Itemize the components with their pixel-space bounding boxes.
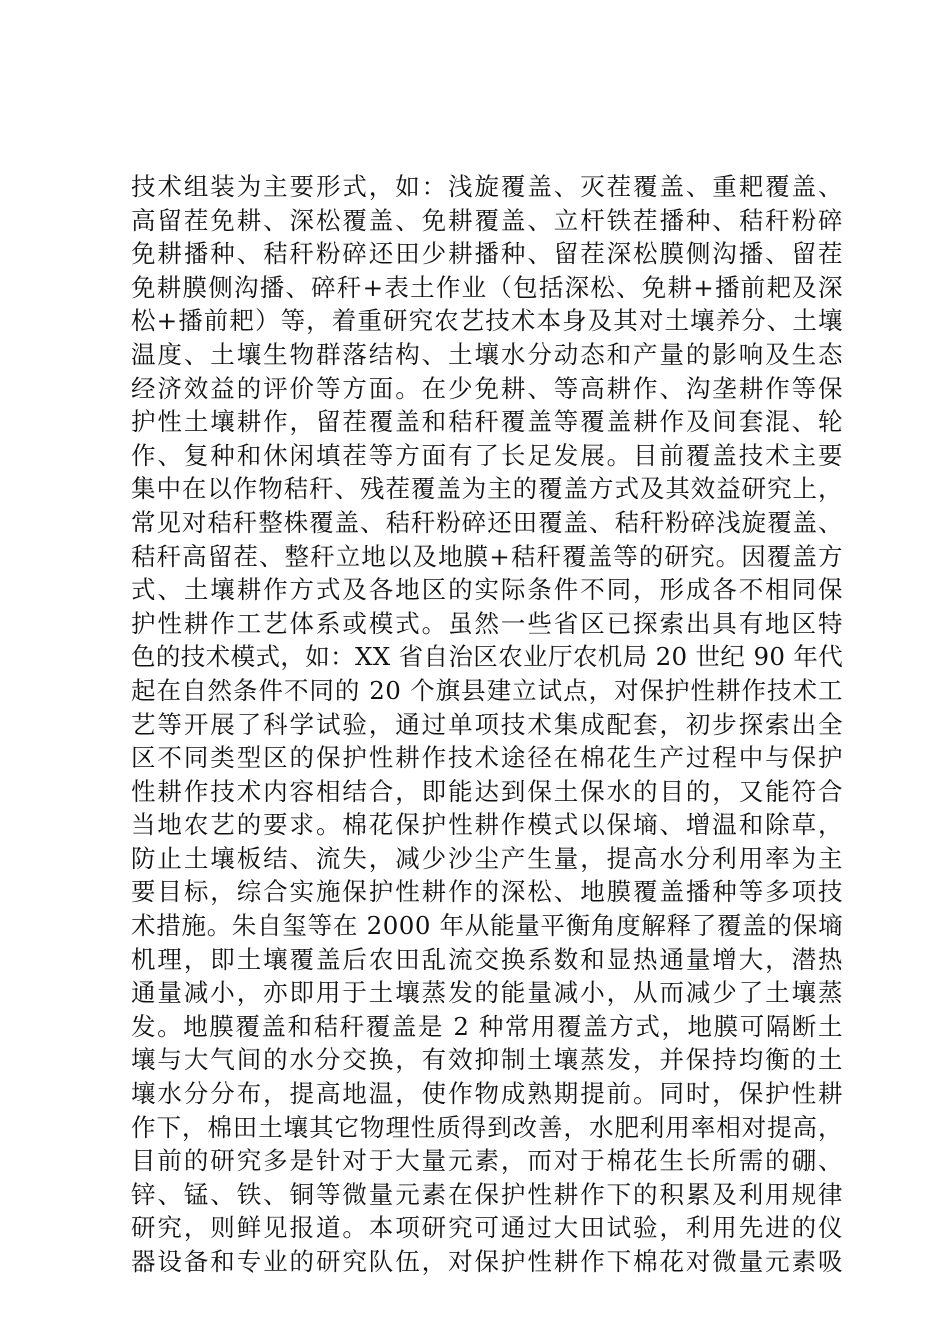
text-line: 护性耕作工艺体系或模式。虽然一些省区已探索出具有地区特: [131, 608, 843, 638]
body-paragraph: [131, 170, 843, 1279]
text-line: 要目标，综合实施保护性耕作的深松、地膜覆盖播种等多项技: [131, 877, 843, 907]
text-line: 锌、锰、铁、铜等微量元素在保护性耕作下的积累及利用规律: [131, 1179, 843, 1209]
text-line: 作、复种和休闲填茬等方面有了长足发展。目前覆盖技术主要: [131, 440, 843, 470]
text-line: 作下，棉田土壤其它物理性质得到改善，水肥利用率相对提高，: [131, 1112, 843, 1142]
text-line: 色的技术模式，如：XX 省自治区农业厅农机局 20 世纪 90 年代: [131, 642, 843, 672]
text-line: 护性土壤耕作，留茬覆盖和秸秆覆盖等覆盖耕作及间套混、轮: [131, 407, 843, 437]
text-line: 目前的研究多是针对于大量元素，而对于棉花生长所需的硼、: [131, 1146, 843, 1176]
text-line: 起在自然条件不同的 20 个旗县建立试点，对保护性耕作技术工: [131, 675, 843, 705]
text-line: 防止土壤板结、流失，减少沙尘产生量，提高水分利用率为主: [131, 843, 843, 873]
text-line: 经济效益的评价等方面。在少免耕、等高耕作、沟垄耕作等保: [131, 373, 843, 403]
text-line: 当地农艺的要求。棉花保护性耕作模式以保墒、增温和除草，: [131, 810, 843, 840]
text-line: 性耕作技术内容相结合，即能达到保土保水的目的，又能符合: [131, 776, 843, 806]
text-line: 免耕播种、秸秆粉碎还田少耕播种、留茬深松膜侧沟播、留茬: [131, 239, 843, 269]
text-line: 发。地膜覆盖和秸秆覆盖是 2 种常用覆盖方式，地膜可隔断土: [131, 1011, 843, 1041]
text-line: 秸秆高留茬、整秆立地以及地膜+秸秆覆盖等的研究。因覆盖方: [131, 541, 843, 571]
text-line: 壤与大气间的水分交换，有效抑制土壤蒸发，并保持均衡的土: [131, 1045, 843, 1075]
text-line: 常见对秸秆整株覆盖、秸秆粉碎还田覆盖、秸秆粉碎浅旋覆盖、: [131, 507, 843, 537]
text-line: 集中在以作物秸秆、残茬覆盖为主的覆盖方式及其效益研究上，: [131, 474, 843, 504]
text-line: 高留茬免耕、深松覆盖、免耕覆盖、立杆铁茬播种、秸秆粉碎: [131, 205, 843, 235]
text-line: 器设备和专业的研究队伍，对保护性耕作下棉花对微量元素吸: [131, 1247, 843, 1276]
text-line: 技术组装为主要形式，如：浅旋覆盖、灭茬覆盖、重耙覆盖、: [131, 172, 843, 201]
text-line: 松+播前耙）等，着重研究农艺技术本身及其对土壤养分、土壤: [131, 306, 843, 336]
text-line: 区不同类型区的保护性耕作技术途径在棉花生产过程中与保护: [131, 743, 843, 773]
text-line: 通量减小，亦即用于土壤蒸发的能量减小，从而减少了土壤蒸: [131, 978, 843, 1008]
text-line: 机理，即土壤覆盖后农田乱流交换系数和显热通量增大，潜热: [131, 944, 843, 974]
text-line: 术措施。朱自玺等在 2000 年从能量平衡角度解释了覆盖的保墒: [131, 911, 843, 941]
text-line: 艺等开展了科学试验，通过单项技术集成配套，初步探索出全: [131, 709, 843, 739]
text-line: 温度、土壤生物群落结构、土壤水分动态和产量的影响及生态: [131, 339, 843, 369]
text-line: 壤水分分布，提高地温，使作物成熟期提前。同时，保护性耕: [131, 1079, 843, 1109]
text-line: 研究，则鲜见报道。本项研究可通过大田试验，利用先进的仪: [131, 1213, 843, 1243]
text-line: 式、土壤耕作方式及各地区的实际条件不同，形成各不相同保: [131, 575, 843, 605]
text-line: 免耕膜侧沟播、碎秆+表土作业（包括深松、免耕+播前耙及深: [131, 272, 843, 302]
